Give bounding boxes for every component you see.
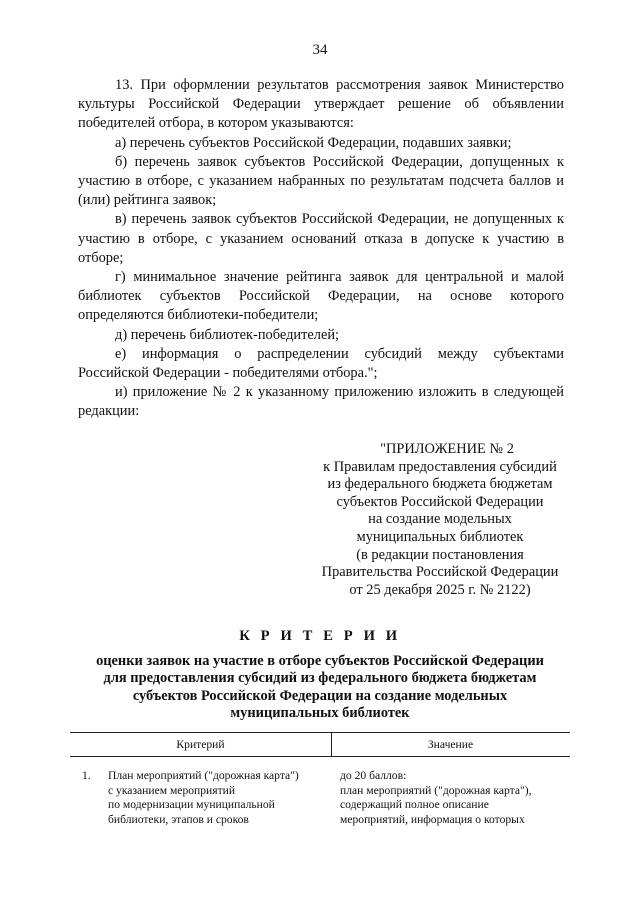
criteria-subtitle — [70, 653, 570, 723]
appendix-line: Правительства Российской Федерации — [321, 564, 559, 581]
appendix-line: на создание модельных — [368, 511, 512, 528]
criteria-title: К Р И Т Е Р И И — [239, 628, 401, 644]
appendix-line: из федерального бюджета бюджетам — [327, 476, 553, 493]
criterion-line: по модернизации муниципальной — [108, 798, 275, 812]
page-number: 34 — [312, 42, 328, 58]
criteria-subtitle-line: муниципальных библиотек — [230, 705, 410, 722]
row-number: 1. — [82, 769, 91, 782]
paragraph-item-v: в) перечень заявок субъектов Российской Федерации, не допущенных к участию в отборе, с указанием оснований отказа в допуске к участию в отборе; — [78, 211, 564, 266]
value-line: до 20 баллов: — [340, 769, 407, 782]
criteria-subtitle-line: для предоставления субсидий из федерального бюджета бюджетам — [103, 670, 537, 687]
appendix-line: муниципальных библиотек — [356, 528, 524, 545]
table-header — [70, 732, 570, 757]
appendix-line: субъектов Российской Федерации — [336, 493, 544, 510]
value-line: план мероприятий ("дорожная карта"), — [340, 783, 532, 797]
paragraph-item-e: е) информация о распределении субсидий между субъектами Российской Федерации - победителями отбора."; — [78, 345, 564, 382]
paragraph-item-b: б) перечень заявок субъектов Российской Федерации, допущенных к участию в отборе, с указанием набранных по результатам подсчета баллов и (или) рейтинга заявок; — [78, 153, 564, 209]
criteria-subtitle-line: субъектов Российской Федерации на создание модельных — [132, 687, 508, 704]
paragraph-item-g: г) минимальное значение рейтинга заявок для центральной и малой библиотек субъектов Российской Федерации, на основе которого определяются библиотеки-победители; — [78, 269, 564, 324]
value-cell — [340, 769, 568, 827]
column-header-value: Значение — [427, 738, 474, 751]
criteria-subtitle-line: оценки заявок на участие в отборе субъектов Российской Федерации — [96, 653, 544, 669]
body-text — [78, 76, 564, 422]
paragraph-item-a: а) перечень субъектов Российской Федерации, подавших заявки; — [115, 134, 512, 151]
appendix-heading: "ПРИЛОЖЕНИЕ № 2 — [380, 441, 514, 457]
appendix-header — [280, 441, 600, 599]
table-row — [70, 757, 570, 847]
criterion-line: с указанием мероприятий — [108, 783, 236, 797]
column-header-criterion: Критерий — [176, 738, 225, 751]
criterion-line: библиотеки, этапов и сроков — [108, 812, 249, 826]
paragraph-13: 13. При оформлении результатов рассмотрения заявок Министерство культуры Российской Федерации утверждает решение об объявлении победителей отбора, в котором указываются: — [78, 77, 564, 132]
paragraph-item-d: д) перечень библиотек-победителей; — [115, 326, 340, 343]
value-line: мероприятий, информация о которых — [340, 812, 525, 826]
paragraph-item-i: и) приложение № 2 к указанному приложению изложить в следующей редакции: — [78, 384, 564, 420]
value-line: содержащий полное описание — [340, 798, 489, 812]
criteria-table — [70, 732, 570, 847]
appendix-line: от 25 декабря 2025 г. № 2122) — [349, 581, 531, 598]
criterion-line: План мероприятий ("дорожная карта") — [108, 769, 299, 782]
criterion-cell — [108, 769, 322, 827]
appendix-line: к Правилам предоставления субсидий — [323, 458, 557, 475]
appendix-line: (в редакции постановления — [356, 546, 524, 563]
